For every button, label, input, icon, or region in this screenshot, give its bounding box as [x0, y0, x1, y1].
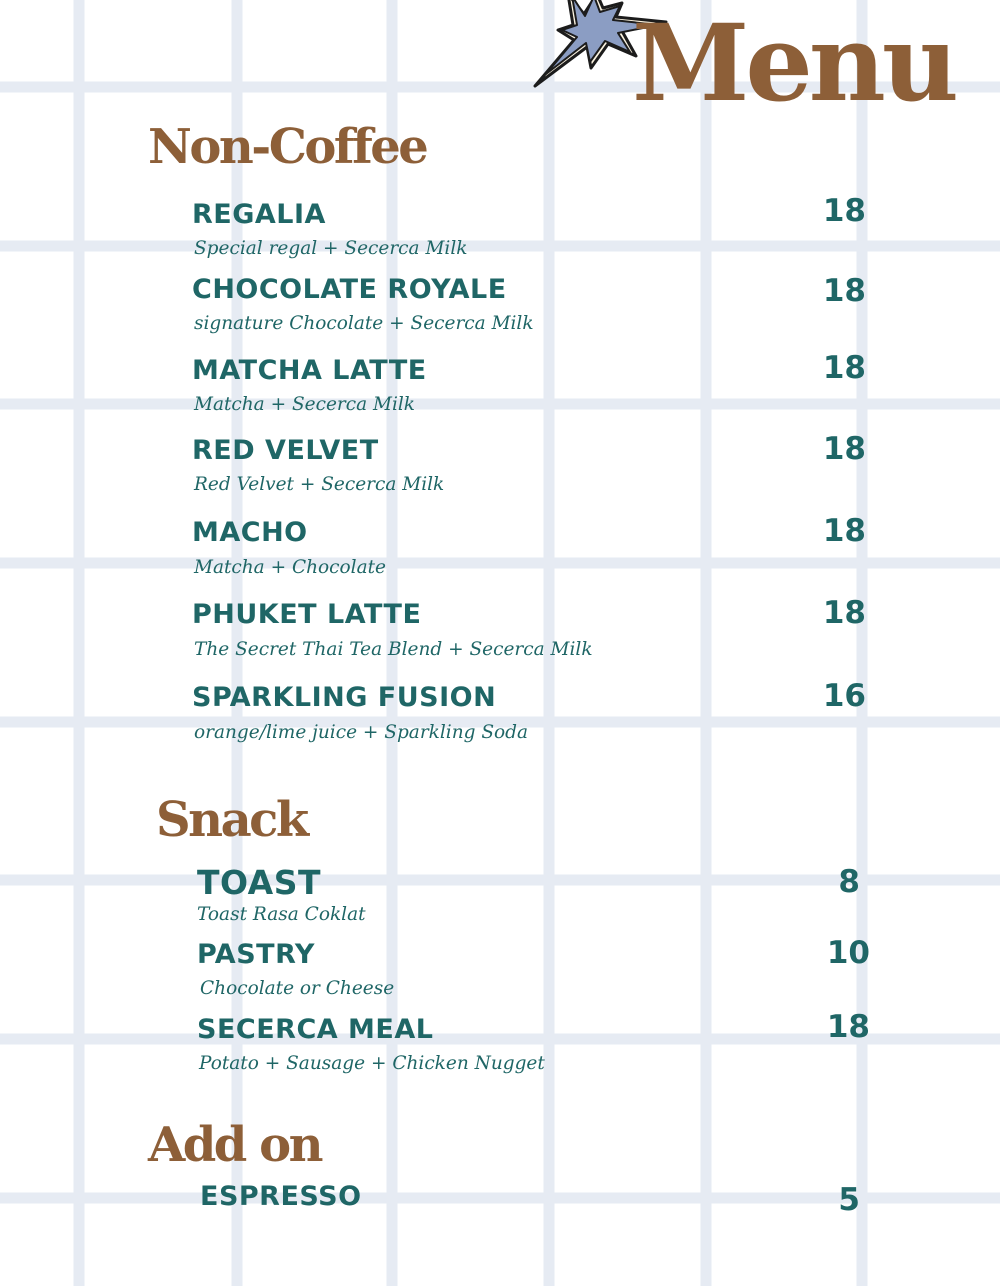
- item-name: SPARKLING FUSION: [192, 682, 497, 713]
- item-description: signature Chocolate + Secerca Milk: [194, 313, 534, 334]
- item-price: 18: [822, 350, 866, 386]
- item-description: Matcha + Secerca Milk: [194, 394, 416, 415]
- section-heading-snack: Snack: [156, 792, 307, 848]
- item-price: 18: [822, 513, 866, 549]
- item-price: 5: [838, 1182, 860, 1218]
- item-price: 10: [826, 935, 870, 971]
- item-name: ESPRESSO: [200, 1181, 362, 1212]
- section-heading-non-coffee: Non-Coffee: [148, 119, 427, 175]
- item-name: SECERCA MEAL: [197, 1014, 434, 1045]
- item-description: Toast Rasa Coklat: [197, 904, 366, 925]
- item-description: Matcha + Chocolate: [194, 557, 387, 578]
- item-description: Potato + Sausage + Chicken Nugget: [199, 1053, 545, 1074]
- item-description: Red Velvet + Secerca Milk: [194, 474, 445, 495]
- menu-title: Menu: [632, 0, 955, 125]
- item-price: 18: [822, 595, 866, 631]
- item-price: 18: [822, 193, 866, 229]
- item-price: 18: [822, 431, 866, 467]
- item-name: MATCHA LATTE: [192, 355, 427, 386]
- item-description: orange/lime juice + Sparkling Soda: [194, 722, 529, 743]
- item-name: RED VELVET: [192, 435, 379, 466]
- item-name: PASTRY: [197, 939, 315, 970]
- item-name: CHOCOLATE ROYALE: [192, 274, 507, 305]
- item-name: MACHO: [192, 517, 308, 548]
- item-name: PHUKET LATTE: [192, 599, 422, 630]
- item-name: TOAST: [197, 863, 321, 902]
- item-price: 18: [826, 1009, 870, 1045]
- item-price: 18: [822, 273, 866, 309]
- item-description: The Secret Thai Tea Blend + Secerca Milk: [194, 639, 593, 660]
- item-price: 16: [822, 678, 866, 714]
- item-price: 8: [838, 864, 860, 900]
- item-description: Chocolate or Cheese: [200, 978, 395, 999]
- item-description: Special regal + Secerca Milk: [194, 238, 468, 259]
- item-name: REGALIA: [192, 199, 326, 230]
- section-heading-add-on: Add on: [148, 1117, 321, 1173]
